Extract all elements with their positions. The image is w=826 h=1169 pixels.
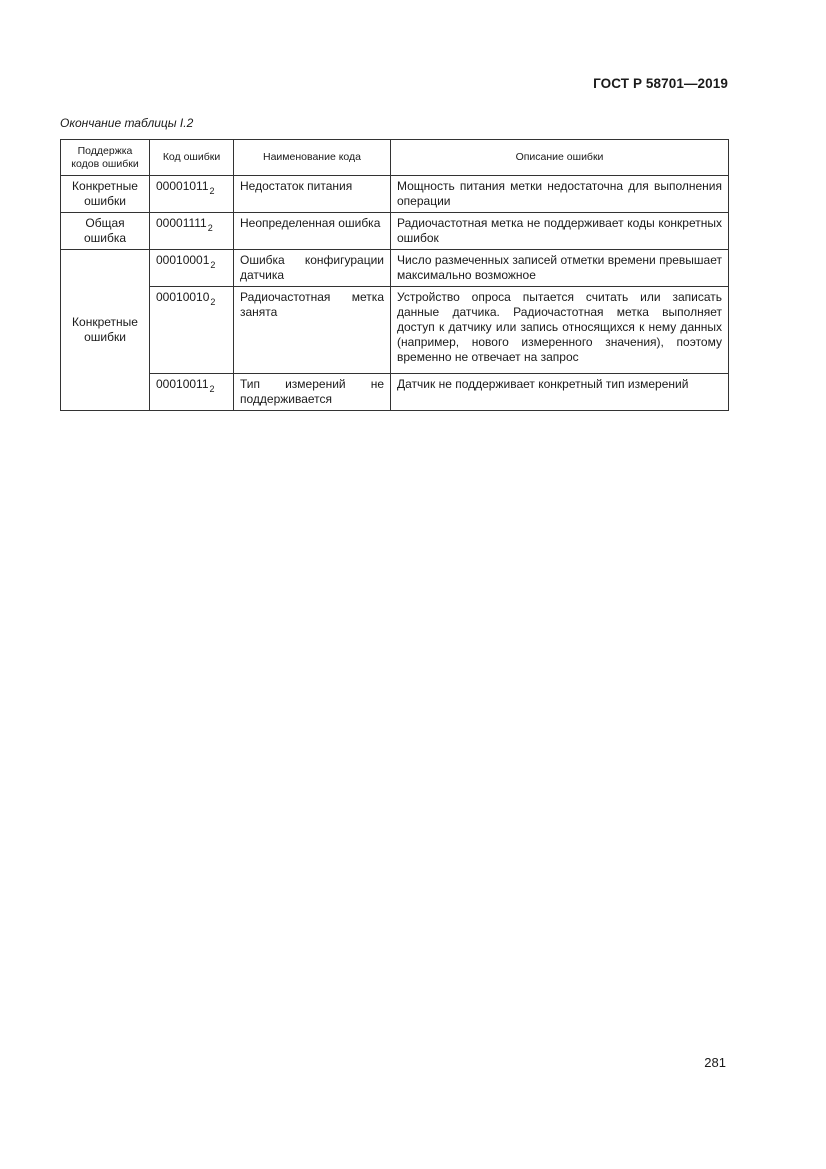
table-caption: Окончание таблицы I.2 — [60, 116, 194, 130]
support-cell: Конкретные ошибки — [61, 250, 150, 411]
code-value: 00010010 — [156, 290, 210, 304]
column-header-code: Код ошибки — [150, 140, 234, 176]
name-cell: Радиочастотная метка занята — [234, 287, 391, 374]
code-base-subscript: 2 — [207, 223, 213, 233]
error-codes-table — [60, 139, 729, 411]
code-value: 00010011 — [156, 377, 209, 391]
name-cell: Неопределенная ошибка — [234, 213, 391, 250]
code-base-subscript: 2 — [210, 297, 216, 307]
code-cell — [150, 374, 234, 411]
description-cell: Датчик не поддерживает конкретный тип измерений — [391, 374, 729, 411]
description-cell: Устройство опроса пытается считать или записать данные датчика. Радиочастотная метка выполняет доступ к датчику или запись относящихся к нему данных (например, нового измеренного значения), поэтому временно не отвечает на запрос — [391, 287, 729, 374]
code-value: 00010001 — [156, 253, 210, 267]
column-header-description: Описание ошибки — [391, 140, 729, 176]
table-row — [61, 176, 729, 213]
support-cell: Конкретные ошибки — [61, 176, 150, 213]
code-value: 00001011 — [156, 179, 209, 193]
standard-designation: ГОСТ Р 58701—2019 — [593, 76, 728, 91]
support-cell: Общая ошибка — [61, 213, 150, 250]
code-cell — [150, 213, 234, 250]
description-cell: Мощность питания метки недостаточна для выполнения операции — [391, 176, 729, 213]
column-header-name: Наименование кода — [234, 140, 391, 176]
code-cell — [150, 250, 234, 287]
code-base-subscript: 2 — [210, 260, 216, 270]
code-base-subscript: 2 — [209, 186, 215, 196]
name-cell: Недостаток питания — [234, 176, 391, 213]
table-row — [61, 213, 729, 250]
table-header-row — [61, 140, 729, 176]
page-number: 281 — [704, 1055, 726, 1070]
code-cell — [150, 287, 234, 374]
name-cell: Ошибка конфигурации датчика — [234, 250, 391, 287]
code-base-subscript: 2 — [209, 384, 215, 394]
table-row — [61, 287, 729, 374]
table-row — [61, 374, 729, 411]
description-cell: Число размеченных записей отметки времени превышает максимально возможное — [391, 250, 729, 287]
name-cell: Тип измерений не поддерживается — [234, 374, 391, 411]
column-header-support: Поддержка кодов ошибки — [61, 140, 150, 176]
table-row — [61, 250, 729, 287]
code-cell — [150, 176, 234, 213]
code-value: 00001111 — [156, 216, 207, 230]
description-cell: Радиочастотная метка не поддерживает коды конкретных ошибок — [391, 213, 729, 250]
